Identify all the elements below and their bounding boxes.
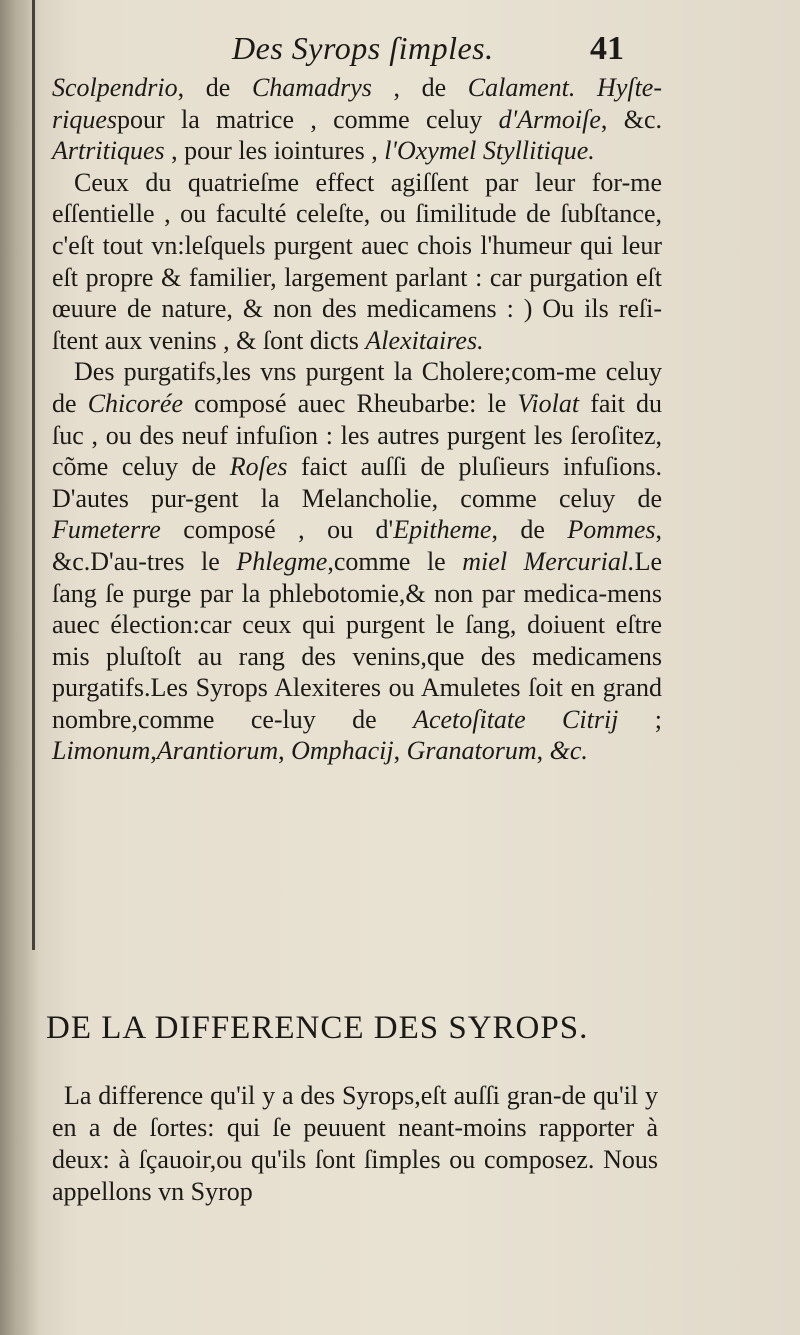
- italic-run: Hyſte-riques: [52, 73, 663, 134]
- text-run: , de: [371, 73, 468, 102]
- italic-run: Fumeterre: [52, 515, 161, 545]
- section-heading: DE LA DIFFERENCE DES SYROPS.: [46, 1010, 589, 1046]
- text-run: Le ſang ſe purge par la phlebotomie,& non par medica-mens auec élection:car ceux qui purgent le ſang, doiuent eſtre mis pluſtoſt au rang des venins,que des medicamens purgatifs.Les Syrops Alexiteres ou Amuletes ſoit en grand nombre,comme ce-luy de: [52, 546, 662, 734]
- italic-run: Granatorum: [406, 736, 537, 766]
- page-number: 41: [590, 30, 624, 67]
- binding-edge: [32, 0, 35, 950]
- text-run: composé , ou d': [160, 515, 394, 545]
- italic-run: Calament.: [467, 73, 576, 102]
- text-run: , &c.D'au-tres le: [52, 515, 662, 576]
- italic-run: Chicorée: [87, 388, 184, 418]
- text-run: pour la matrice , comme celuy: [117, 104, 499, 134]
- text-run: composé auec Rheubarbe: le: [183, 388, 518, 418]
- italic-run: Epitheme: [393, 515, 492, 545]
- italic-run: Arantiorum: [156, 736, 279, 766]
- text-run: , de: [491, 515, 568, 545]
- italic-run: miel Mercurial.: [462, 546, 635, 576]
- italic-run: Violat: [517, 388, 580, 418]
- text-run: ,: [393, 736, 407, 766]
- text-run: , &c.: [600, 104, 663, 134]
- text-run: ,: [150, 736, 157, 766]
- italic-run: Acetoſitate Citrij: [413, 704, 619, 734]
- text-run: ,: [278, 736, 292, 766]
- text-run: ;: [618, 704, 662, 734]
- paragraph: [52, 167, 662, 357]
- section-paragraph: La difference qu'il y a des Syrops,eſt auſſi gran-de qu'il y en a de ſortes: qui ſe peuuent neant-moins rapporter à deux: à ſçauoir,ou qu'ils ſont ſimples ou composez. Nous appellons vn Syrop: [52, 1081, 658, 1206]
- running-head: Des Syrops ſimples.: [232, 30, 494, 66]
- body-text: [52, 72, 662, 767]
- text-run: fait du ſuc , ou des neuf infuſion : les autres purgent les ſeroſitez, cõme celuy de: [52, 388, 662, 482]
- paragraph: [52, 72, 662, 167]
- italic-run: d'Armoiſe: [498, 104, 601, 134]
- text-run: faict auſſi de pluſieurs infuſions. D'autes pur-gent la Melancholie, comme celuy de: [52, 452, 662, 513]
- italic-run: Pommes: [567, 515, 656, 545]
- text-run: Ceux du quatrieſme effect agiſſent par leur for-me eſſentielle , ou faculté celeſte, ou ſimilitude de ſubſtance, c'eſt tout vn:leſquels purgent auec chois l'humeur qui leur eſt propre & familier, largement parlant : car purgation eſt œuure de nature, & non des medicamens : ) Ou ils reſi-ſtent aux venins , & ſont dicts: [52, 167, 662, 355]
- text-run: [575, 73, 597, 102]
- italic-run: Phlegme: [236, 546, 328, 576]
- text-run: , pour les iointures ,: [164, 136, 385, 166]
- italic-run: Chamadrys: [251, 73, 372, 102]
- text-run: , de: [177, 73, 252, 102]
- italic-run: Alexitaires.: [365, 325, 484, 355]
- italic-run: Omphacij: [291, 736, 394, 766]
- text-run: Des purgatifs,les vns purgent la Cholere;com-me celuy de: [52, 357, 662, 418]
- italic-run: Artritiques: [52, 136, 165, 166]
- page-header: [0, 30, 800, 70]
- paragraph: [52, 356, 662, 767]
- text-run: ,: [536, 736, 550, 766]
- text-run: ,comme le: [327, 546, 463, 576]
- italic-run: Limonum: [52, 736, 151, 766]
- italic-run: Scolpendrio: [52, 73, 178, 102]
- italic-run: l'Oxymel Styllitique.: [384, 136, 595, 166]
- italic-run: Roſes: [229, 452, 288, 482]
- section-text: [52, 1080, 658, 1208]
- italic-run: &c.: [549, 736, 588, 766]
